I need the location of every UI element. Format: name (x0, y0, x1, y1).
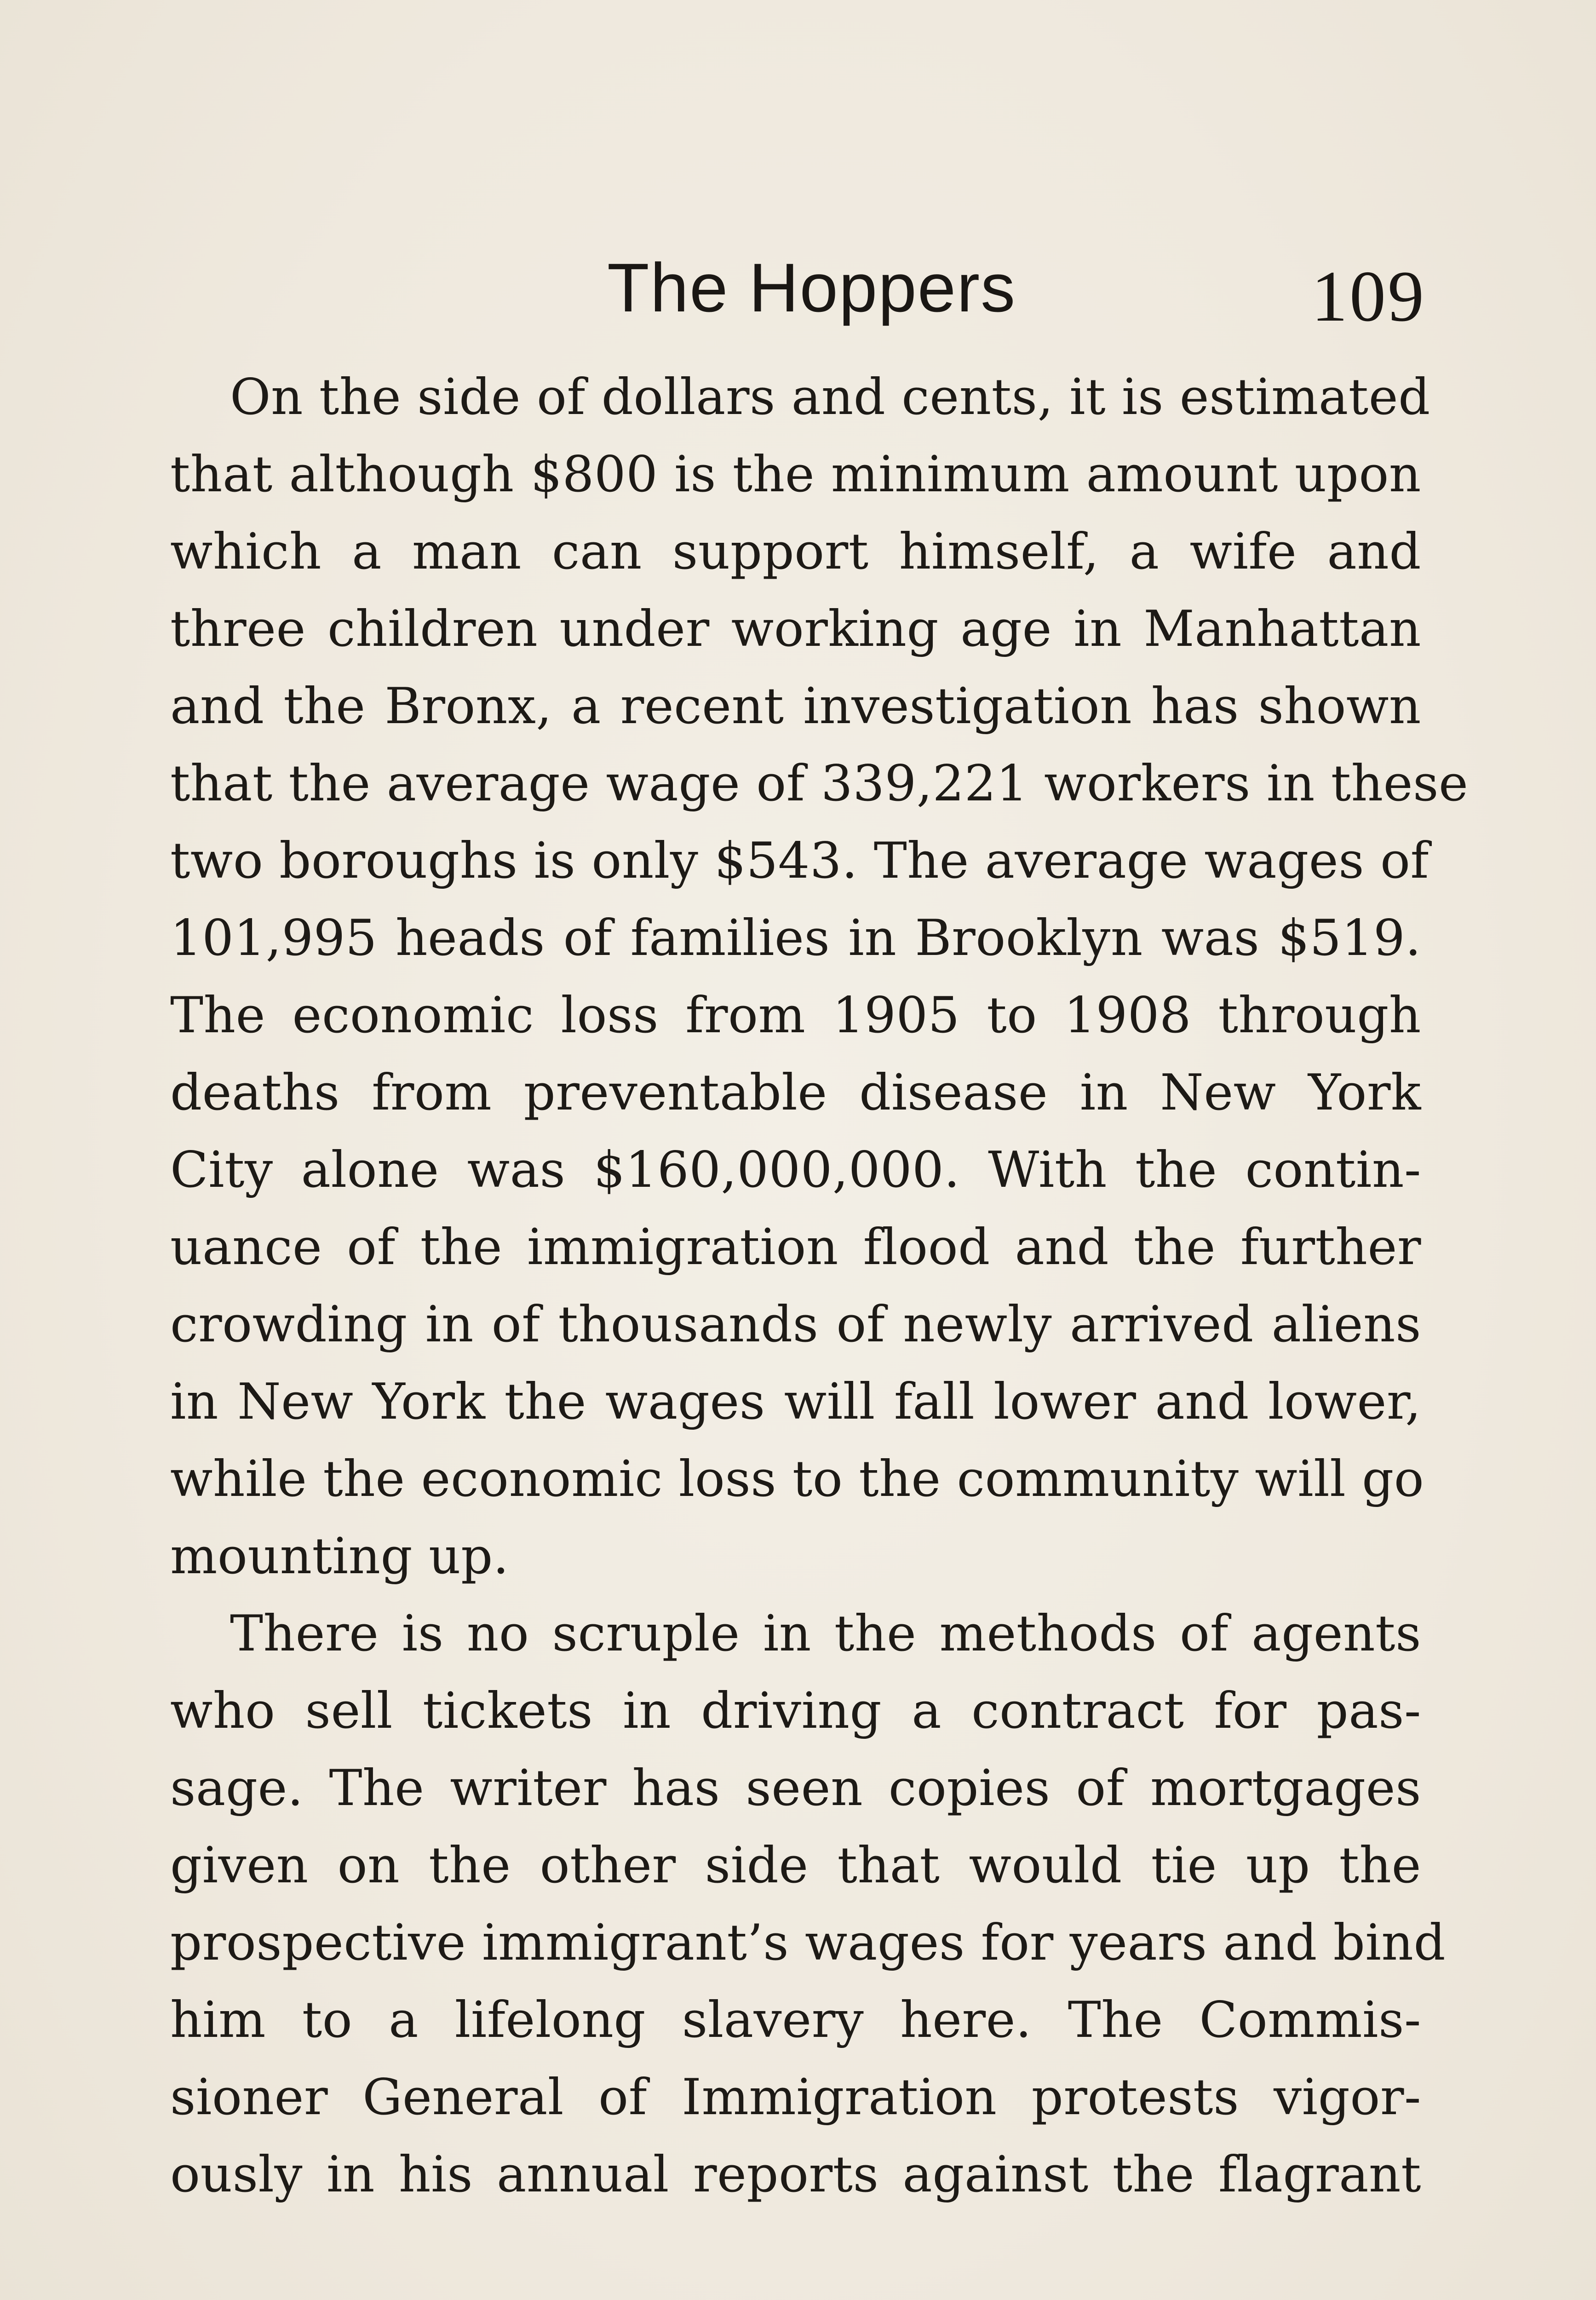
paragraph-1 (170, 359, 1469, 1595)
body-text (170, 359, 1469, 2214)
page-number: 109 (1311, 256, 1426, 337)
text-line: mounting up. (170, 1528, 509, 1585)
text-line: On the side of dollars and cents, it is estimated (230, 368, 1430, 426)
text-line: There is no scruple in the methods of agents (230, 1605, 1421, 1662)
text-line: that the average wage of 339,221 workers in these (170, 755, 1469, 812)
text-line: sioner General of Immigration protests vigor- (170, 2069, 1421, 2126)
text-line: two boroughs is only $543. The average wages of (170, 832, 1429, 890)
running-title: The Hoppers (607, 249, 1016, 326)
text-line: given on the other side that would tie up the (170, 1837, 1421, 1894)
text-line: and the Bronx, a recent investigation has shown (170, 678, 1421, 735)
text-line: him to a lifelong slavery here. The Commis- (170, 1991, 1421, 2049)
text-line: deaths from preventable disease in New York (170, 1064, 1421, 1121)
text-line: City alone was $160,000,000. With the contin- (170, 1141, 1421, 1199)
text-line: ously in his annual reports against the flagrant (170, 2146, 1421, 2203)
text-line: prospective immigrant’s wages for years and bind (170, 1914, 1446, 1972)
running-head (175, 239, 1426, 337)
text-line: that although $800 is the minimum amount upon (170, 446, 1421, 503)
paragraph-2 (170, 1595, 1446, 2214)
text-line: three children under working age in Manhattan (170, 600, 1421, 658)
text-line: who sell tickets in driving a contract for pas- (170, 1682, 1421, 1740)
text-line: while the economic loss to the community will go (170, 1450, 1424, 1508)
text-line: in New York the wages will fall lower and lower, (170, 1373, 1421, 1431)
text-line: sage. The writer has seen copies of mortgages (170, 1760, 1421, 1817)
text-line: crowding in of thousands of newly arrived aliens (170, 1296, 1421, 1353)
text-line: which a man can support himself, a wife and (170, 523, 1421, 581)
text-line: 101,995 heads of families in Brooklyn was $519. (170, 909, 1421, 967)
text-line: uance of the immigration flood and the further (170, 1219, 1421, 1276)
text-line: The economic loss from 1905 to 1908 through (170, 987, 1421, 1044)
